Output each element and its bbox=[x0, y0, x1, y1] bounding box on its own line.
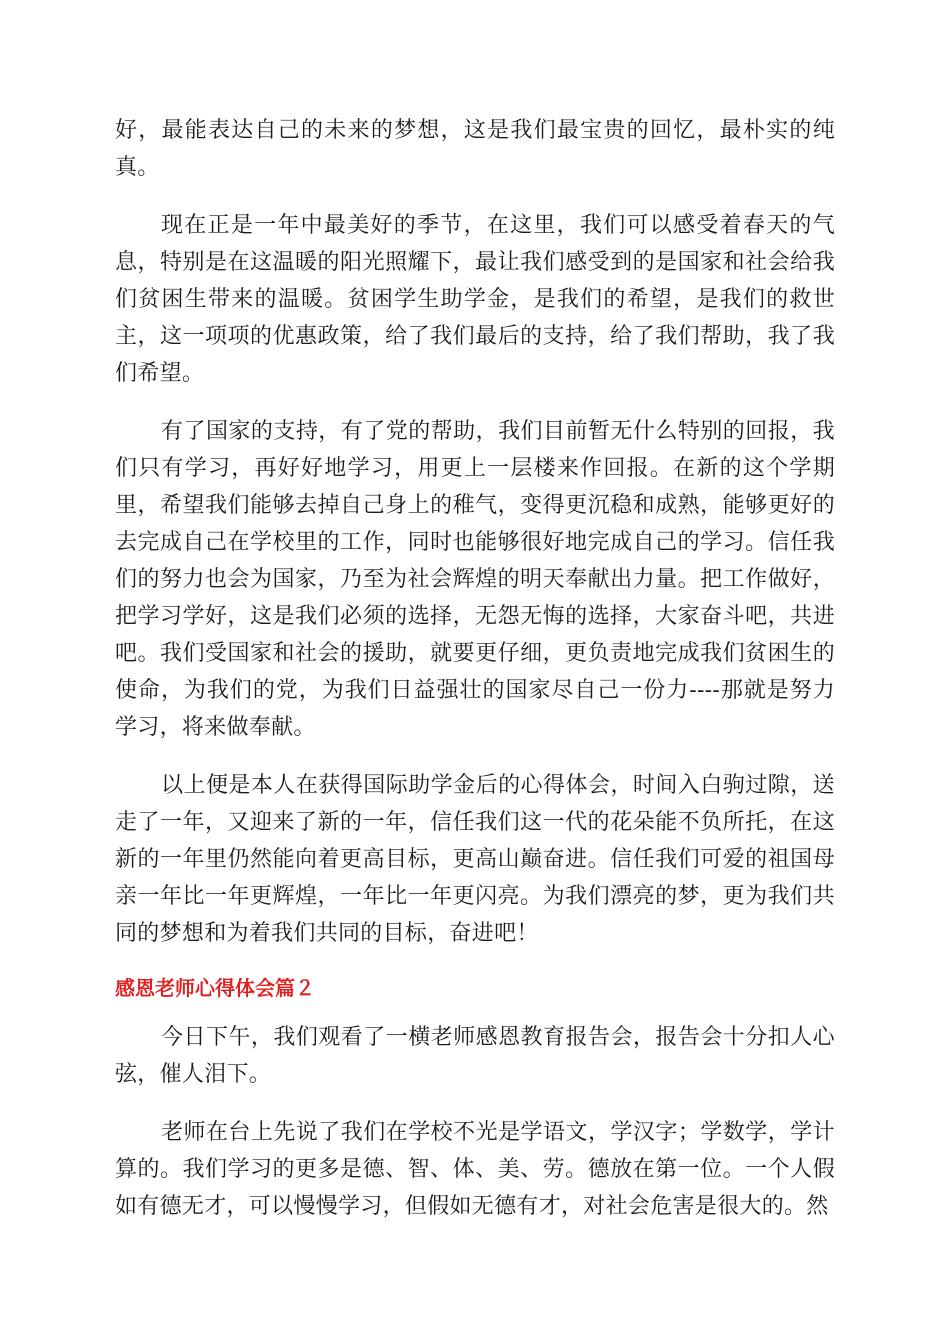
document-page bbox=[115, 112, 835, 1246]
paragraph-continuation: 好，最能表达自己的未来的梦想，这是我们最宝贵的回忆，最朴实的纯真。 bbox=[115, 118, 835, 180]
section-heading: 感恩老师心得体会篇２ bbox=[115, 976, 315, 1000]
paragraph-teacher-speech: 老师在台上先说了我们在学校不光是学语文，学汉字；学数学，学计算的。我们学习的更多是德、智、体、美、劳。德放在第一位。一个人假如有德无才，可以慢慢学习，但假如无德有才，对社会危害是很大的。然 bbox=[115, 1120, 835, 1219]
paragraph-national-support: 有了国家的支持，有了党的帮助，我们目前暂无什么特别的回报，我们只有学习，再好好地学习，用更上一层楼来作回报。在新的这个学期里，希望我们能够去掉自己身上的稚气，变得更沉稳和成熟，能够更好的去完成自己在学校里的工作，同时也能够很好地完成自己的学习。信任我们的努力也会为国家，乃至为社会辉煌的明天奉献出力量。把工作做好，把学习学好，这是我们必须的选择，无怨无悔的选择，大家奋斗吧，共进吧。我们受国家和社会的援助，就要更仔细，更负责地完成我们贫困生的使命，为我们的党，为我们日益强壮的国家尽自己一份力----那就是努力学习，将来做奉献。 bbox=[115, 419, 835, 740]
paragraph-spring-season: 现在正是一年中最美好的季节，在这里，我们可以感受着春天的气息，特别是在这温暖的阳光照耀下，最让我们感受到的是国家和社会给我们贫困生带来的温暖。贫困学生助学金，是我们的希望，是我们的救世主，这一项项的优惠政策，给了我们最后的支持，给了我们帮助，我了我们希望。 bbox=[115, 213, 835, 386]
paragraph-report-meeting: 今日下午，我们观看了一横老师感恩教育报告会，报告会十分扣人心弦，催人泪下。 bbox=[115, 1025, 835, 1087]
paragraph-summary: 以上便是本人在获得国际助学金后的心得体会，时间入白驹过隙，送走了一年，又迎来了新的一年，信任我们这一代的花朵能不负所托，在这新的一年里仍然能向着更高目标，更高山巅奋进。信任我们可爱的祖国母亲一年比一年更辉煌，一年比一年更闪亮。为我们漂亮的梦，更为我们共同的梦想和为着我们共同的目标，奋进吧！ bbox=[115, 773, 835, 946]
